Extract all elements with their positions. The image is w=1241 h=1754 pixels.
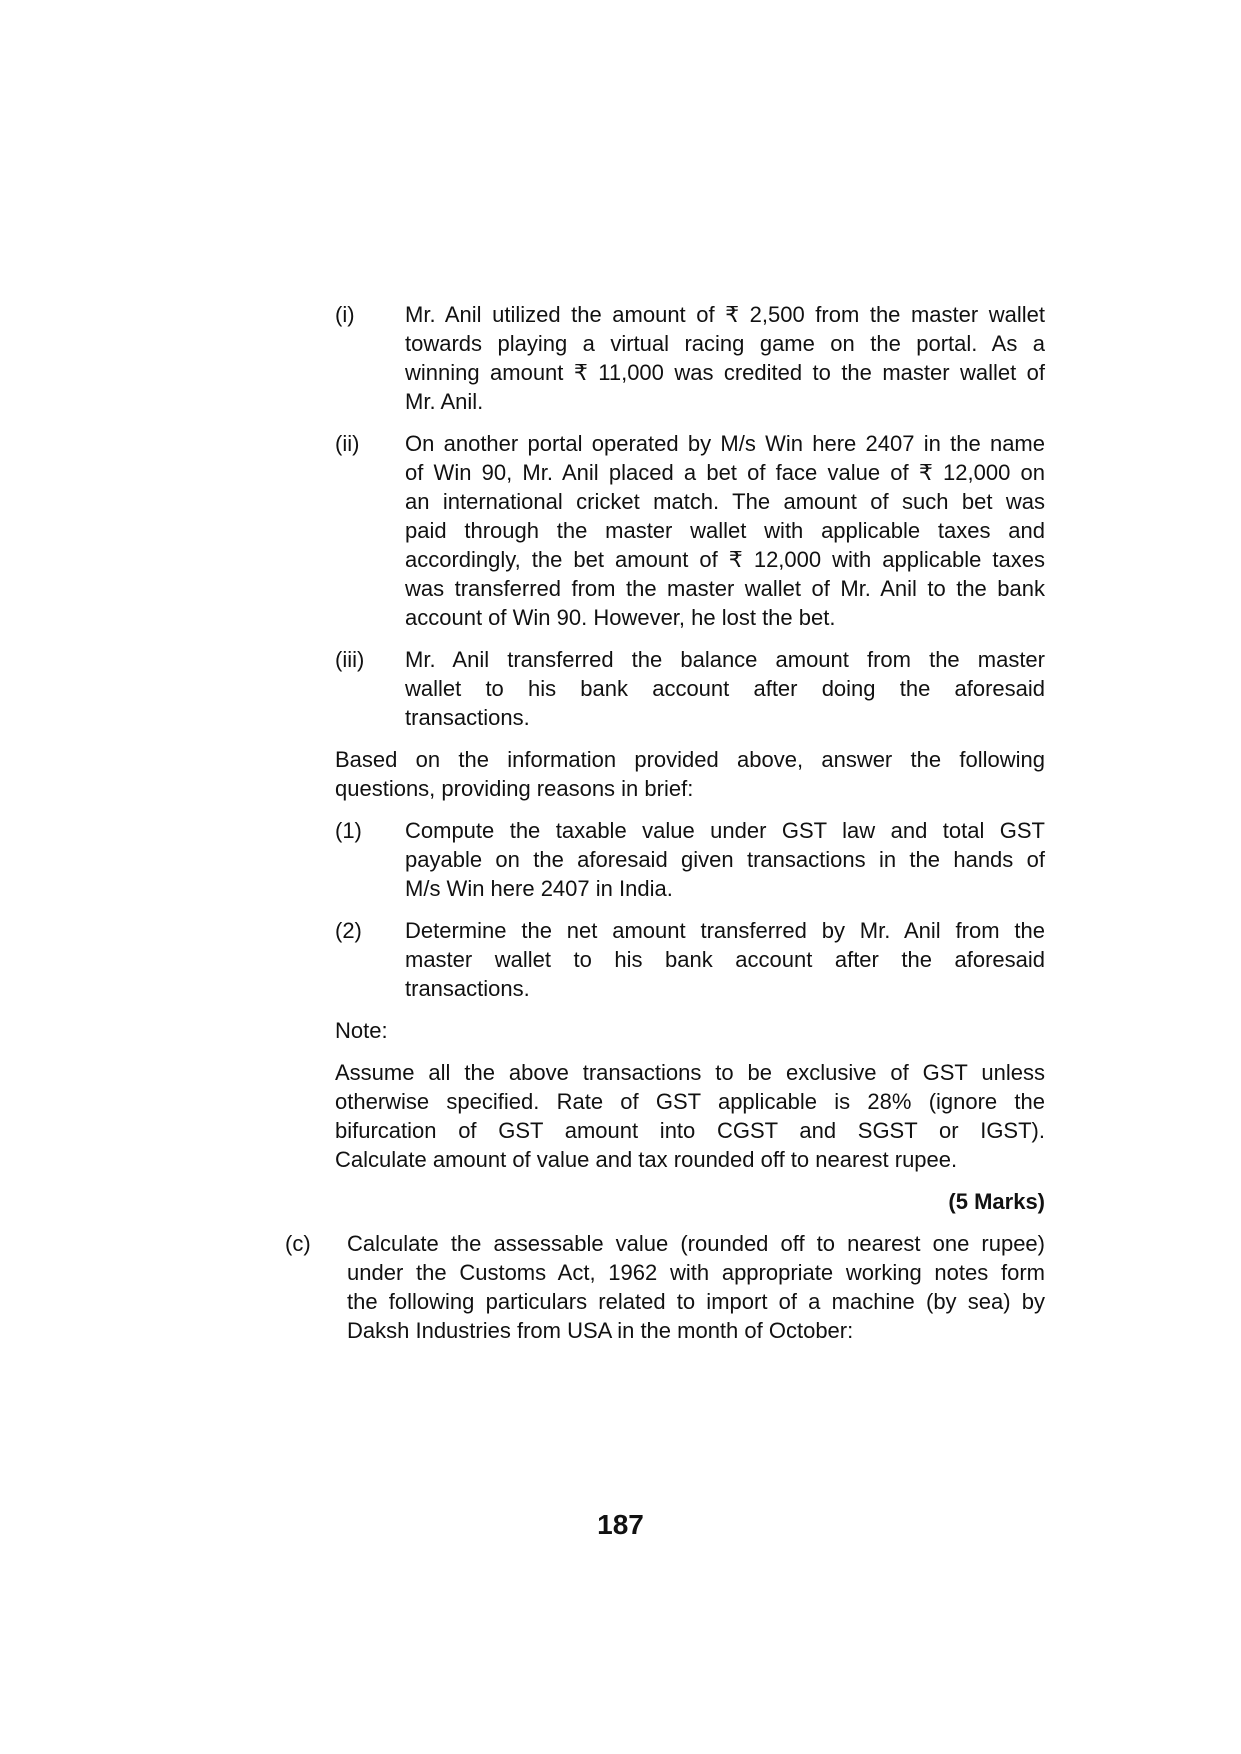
text-line: of Win 90, Mr. Anil placed a bet of face value of ₹ 12,000 on [405, 460, 1045, 485]
text-line: Based on the information provided above, answer the following [335, 747, 1045, 772]
text-line: payable on the aforesaid given transactions in the hands of [405, 847, 1045, 872]
item-label: (2) [335, 918, 362, 943]
question-item-1 [335, 816, 1045, 903]
text-line: Daksh Industries from USA in the month of October: [347, 1318, 854, 1343]
item-label: (iii) [335, 647, 365, 672]
item-label: (1) [335, 818, 362, 843]
text-line: winning amount ₹ 11,000 was credited to the master wallet of [405, 360, 1045, 385]
note-heading [335, 1016, 1045, 1045]
text-line: master wallet to his bank account after the aforesaid [405, 947, 1045, 972]
text-line: Mr. Anil transferred the balance amount from the master [405, 647, 1045, 672]
item-label: (c) [285, 1231, 311, 1256]
text-line: paid through the master wallet with applicable taxes and [405, 518, 1045, 543]
note-paragraph [335, 1058, 1045, 1174]
item-body [405, 429, 1045, 632]
text-line: transactions. [405, 976, 530, 1001]
text-line: under the Customs Act, 1962 with appropriate working notes form [347, 1260, 1045, 1285]
text-line: questions, providing reasons in brief: [335, 776, 694, 801]
item-body [405, 300, 1045, 416]
item-body [347, 1229, 1045, 1345]
text-line: Mr. Anil utilized the amount of ₹ 2,500 from the master wallet [405, 302, 1045, 327]
text-line: bifurcation of GST amount into CGST and SGST or IGST). [335, 1118, 1045, 1143]
text-line: account of Win 90. However, he lost the bet. [405, 605, 836, 630]
content-column [285, 300, 1045, 1358]
based-on-paragraph [335, 745, 1045, 803]
text-line: Compute the taxable value under GST law and total GST [405, 818, 1045, 843]
item-label: (i) [335, 302, 355, 327]
text-line: the following particulars related to import of a machine (by sea) by [347, 1289, 1045, 1314]
text-line: On another portal operated by M/s Win here 2407 in the name [405, 431, 1045, 456]
marks-label: (5 Marks) [948, 1189, 1045, 1214]
text-line: Calculate the assessable value (rounded off to nearest one rupee) [347, 1231, 1045, 1256]
item-body [405, 916, 1045, 1003]
page-number: 187 [597, 1509, 644, 1540]
item-body [405, 645, 1045, 732]
part-c-item [285, 1229, 1045, 1345]
list-item-i [335, 300, 1045, 416]
text-line: M/s Win here 2407 in India. [405, 876, 673, 901]
text-line: Determine the net amount transferred by Mr. Anil from the [405, 918, 1045, 943]
text-line: transactions. [405, 705, 530, 730]
question-item-2 [335, 916, 1045, 1003]
text-line: accordingly, the bet amount of ₹ 12,000 with applicable taxes [405, 547, 1045, 572]
inner-question-block [335, 300, 1045, 1216]
text-line: was transferred from the master wallet of Mr. Anil to the bank [405, 576, 1045, 601]
text-line: an international cricket match. The amount of such bet was [405, 489, 1045, 514]
text-line: Note: [335, 1018, 388, 1043]
item-body [405, 816, 1045, 903]
text-line: otherwise specified. Rate of GST applicable is 28% (ignore the [335, 1089, 1045, 1114]
list-item-iii [335, 645, 1045, 732]
text-line: wallet to his bank account after doing the aforesaid [405, 676, 1045, 701]
text-line: Mr. Anil. [405, 389, 484, 414]
list-item-ii [335, 429, 1045, 632]
text-line: Assume all the above transactions to be exclusive of GST unless [335, 1060, 1045, 1085]
text-line: Calculate amount of value and tax rounded off to nearest rupee. [335, 1147, 958, 1172]
item-label: (ii) [335, 431, 360, 456]
text-line: towards playing a virtual racing game on the portal. As a [405, 331, 1045, 356]
